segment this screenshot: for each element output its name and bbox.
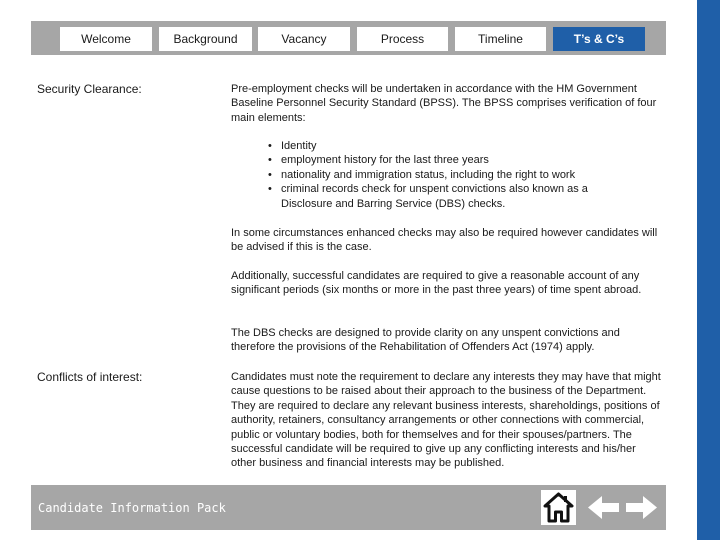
dbs-paragraph <box>231 326 661 355</box>
top-nav-bar <box>31 21 666 55</box>
tab-terms-conditions[interactable]: T’s & C’s <box>553 27 645 51</box>
right-accent-stripe <box>697 0 720 540</box>
conflicts-paragraph <box>231 370 661 471</box>
bpss-elements-list <box>268 139 668 211</box>
security-intro-text: Pre-employment checks will be undertaken in accordance with the HM Government Baseline Personnel Security Standard (BPSS). The BPSS comprises verification of four main elements: <box>231 83 657 124</box>
time-abroad-paragraph <box>231 269 661 298</box>
list-item: • Identity <box>268 139 668 153</box>
security-clearance-label: Security Clearance: <box>37 82 142 96</box>
conflicts-of-interest-label: Conflicts of interest: <box>37 370 143 384</box>
home-icon[interactable] <box>541 490 576 525</box>
conflicts-text: Candidates must note the requirement to declare any interests they may have that might cause questions to be raised about their approach to the business of the Department. They are required to declare any relevant business interests, shareholdings, positions of authority, retainers, consultancy arrangements or other connections with commercial, public or voluntary bodies, both for themselves and for their spouses/partners. The successful candidate will be required to give up any conflicting interests and his/her other business and financial interests may be published. <box>231 371 661 470</box>
tab-welcome[interactable]: Welcome <box>60 27 152 51</box>
list-item: • criminal records check for unspent convictions also known as a Disclosure and Barring Service (DBS) checks. <box>268 182 626 211</box>
tab-background[interactable]: Background <box>159 27 252 51</box>
tab-timeline[interactable]: Timeline <box>455 27 546 51</box>
list-item: • nationality and immigration status, including the right to work <box>268 168 668 182</box>
dbs-text: The DBS checks are designed to provide clarity on any unspent convictions and therefore the provisions of the Rehabilitation of Offenders Act (1974) apply. <box>231 327 620 354</box>
tab-vacancy[interactable]: Vacancy <box>258 27 350 51</box>
enhanced-checks-text: In some circumstances enhanced checks may also be required however candidates will be advised if this is the case. <box>231 227 658 254</box>
tab-process[interactable]: Process <box>357 27 448 51</box>
arrow-right-icon[interactable] <box>624 490 659 525</box>
list-item: • employment history for the last three years <box>268 153 668 167</box>
enhanced-checks-paragraph <box>231 226 661 255</box>
security-intro <box>231 82 661 125</box>
arrow-left-icon[interactable] <box>586 490 621 525</box>
footer-title: Candidate Information Pack <box>38 501 226 515</box>
time-abroad-text: Additionally, successful candidates are required to give a reasonable account of any significant periods (six months or more in the past three years) of time spent abroad. <box>231 270 642 297</box>
